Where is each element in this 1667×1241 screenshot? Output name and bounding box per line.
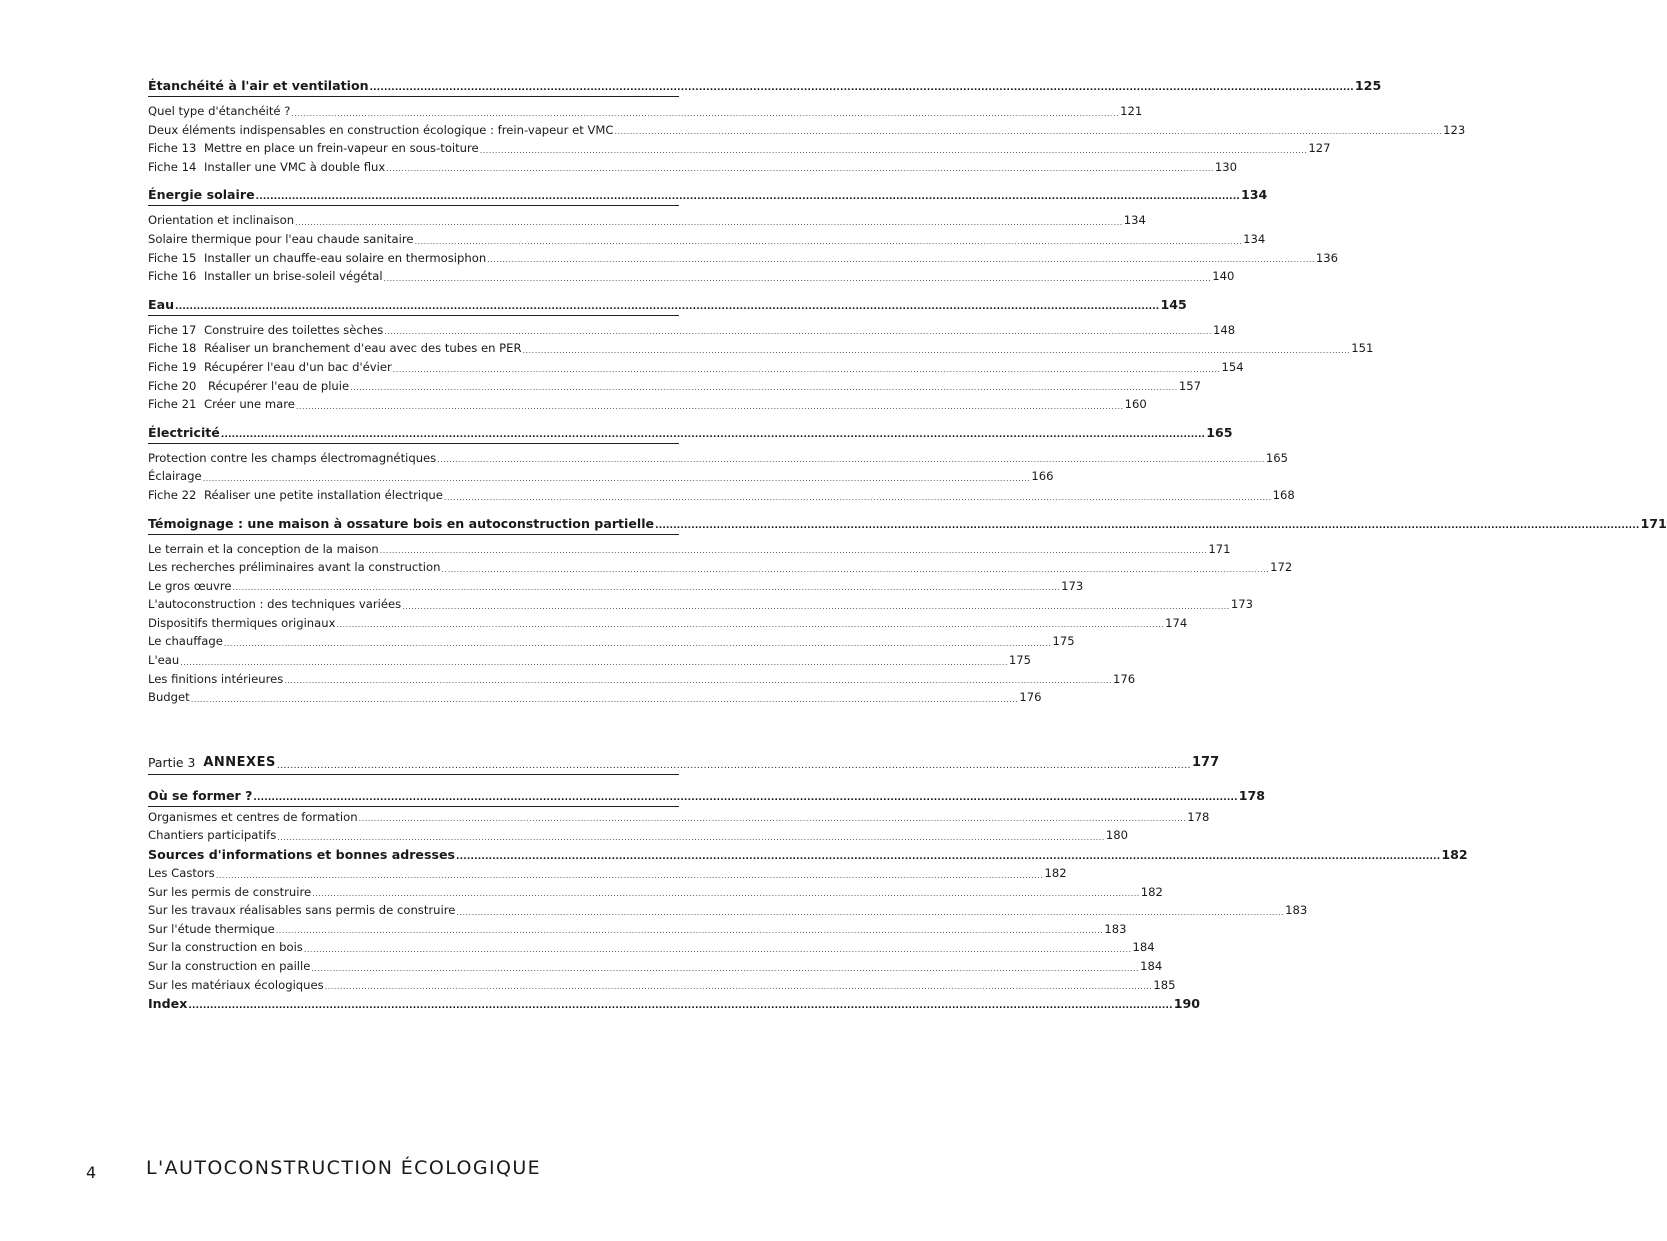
leader-dots xyxy=(284,674,1112,688)
leader-dots xyxy=(444,491,1272,505)
entry-label: Installer un chauffe-eau solaire en thermosiphon xyxy=(204,250,487,265)
fiche-number: Fiche 16 xyxy=(148,269,197,284)
entry-label: Organismes et centres de formation xyxy=(148,809,358,824)
toc-entry[interactable] xyxy=(148,377,1201,396)
entry-label: Sur les permis de construire xyxy=(148,884,312,899)
entry-label: Mettre en place un frein-vapeur en sous-toiture xyxy=(204,141,479,156)
entry-label: Récupérer l'eau d'un bac d'évier xyxy=(204,359,392,374)
section-heading[interactable] xyxy=(148,76,1382,95)
entry-label: Deux éléments indispensables en construction écologique : frein-vapeur et VMC xyxy=(148,122,614,137)
entry-page: 175 xyxy=(1008,653,1032,668)
leader-dots xyxy=(359,812,1187,826)
toc-entry[interactable] xyxy=(148,957,1163,976)
toc-entry[interactable] xyxy=(148,632,1075,651)
entry-label: Sur les travaux réalisables sans permis de construire xyxy=(148,903,456,918)
section-heading[interactable] xyxy=(148,185,1268,204)
entry-label: Chantiers participatifs xyxy=(148,828,277,843)
entry-page: 183 xyxy=(1104,921,1127,936)
part-title: ANNEXES xyxy=(203,754,276,770)
leader-dots xyxy=(384,272,1212,286)
entry-label: Installer un brise-soleil végétal xyxy=(204,269,383,284)
part-label: Partie 3 xyxy=(148,754,196,770)
toc-entry[interactable] xyxy=(148,267,1235,286)
toc-entry[interactable] xyxy=(148,901,1308,920)
section-title: Sources d'informations et bonnes adresses xyxy=(148,847,455,863)
entry-label: Le gros œuvre xyxy=(148,578,232,593)
toc-entry[interactable] xyxy=(148,121,1466,140)
entry-page: 154 xyxy=(1221,359,1244,374)
fiche-number: Fiche 22 xyxy=(148,487,197,502)
leader-dots xyxy=(614,125,1442,139)
toc-entry[interactable] xyxy=(148,883,1163,902)
entry-page: 123 xyxy=(1443,122,1466,137)
book-title: L'AUTOCONSTRUCTION ÉCOLOGIQUE xyxy=(146,1157,542,1179)
leader-dots xyxy=(221,428,1205,442)
leader-dots xyxy=(216,869,1044,883)
entry-page: 174 xyxy=(1165,615,1188,630)
entry-page: 140 xyxy=(1212,269,1235,284)
section-title: Énergie solaire xyxy=(148,187,255,203)
toc-entry[interactable] xyxy=(148,920,1127,939)
entry-page: 176 xyxy=(1113,671,1136,686)
toc-entry[interactable] xyxy=(148,486,1295,505)
entry-page: 160 xyxy=(1124,397,1147,412)
section-title: Où se former ? xyxy=(148,787,253,803)
toc-entry[interactable] xyxy=(148,139,1331,158)
entry-page: 157 xyxy=(1178,378,1201,393)
entry-page: 185 xyxy=(1153,977,1176,992)
leader-dots xyxy=(291,107,1119,121)
entry-label: Le terrain et la conception de la maison xyxy=(148,541,379,556)
leader-dots xyxy=(311,962,1139,976)
entry-label: Sur l'étude thermique xyxy=(148,921,275,936)
entry-page: 173 xyxy=(1061,578,1084,593)
section-rule xyxy=(148,806,679,807)
leader-dots xyxy=(277,759,1191,773)
fiche-number: Fiche 19 xyxy=(148,359,197,374)
section-title: Témoignage : une maison à ossature bois en autoconstruction partielle xyxy=(148,515,655,531)
entry-label: Réaliser un branchement d'eau avec des tubes en PER xyxy=(204,341,522,356)
fiche-number: Fiche 13 xyxy=(148,141,197,156)
section-page: 171 xyxy=(1640,515,1667,531)
leader-dots xyxy=(295,216,1123,230)
entry-page: 184 xyxy=(1132,940,1155,955)
toc-entry[interactable] xyxy=(148,230,1266,249)
entry-page: 171 xyxy=(1208,541,1231,556)
toc-entry[interactable] xyxy=(148,321,1236,340)
toc-entry[interactable] xyxy=(148,211,1146,230)
leader-dots xyxy=(441,563,1269,577)
entry-page: 168 xyxy=(1272,487,1295,502)
entry-label: Orientation et inclinaison xyxy=(148,213,295,228)
toc-entry[interactable] xyxy=(148,614,1188,633)
page-number: 4 xyxy=(86,1163,97,1182)
leader-dots xyxy=(312,887,1140,901)
entry-page: 166 xyxy=(1031,469,1054,484)
entry-page: 136 xyxy=(1315,250,1339,265)
toc-entry[interactable] xyxy=(148,395,1147,414)
index-heading[interactable] xyxy=(148,994,1200,1013)
section-heading[interactable] xyxy=(148,845,1468,864)
entry-label: Installer une VMC à double flux xyxy=(204,159,386,174)
entry-label: Le chauffage xyxy=(148,634,223,649)
toc-entry[interactable] xyxy=(148,102,1143,121)
fiche-number: Fiche 17 xyxy=(148,322,197,337)
toc-entry[interactable] xyxy=(148,670,1136,689)
entry-page: 183 xyxy=(1285,903,1308,918)
toc-section xyxy=(148,845,1468,994)
entry-label: Récupérer l'eau de pluie xyxy=(208,378,350,393)
entry-page: 130 xyxy=(1214,159,1238,174)
leader-dots xyxy=(253,791,1237,805)
section-page: 178 xyxy=(1238,787,1266,803)
leader-dots xyxy=(456,906,1284,920)
leader-dots xyxy=(487,253,1315,267)
toc-entry[interactable] xyxy=(148,688,1042,707)
leader-dots xyxy=(437,453,1265,467)
leader-dots xyxy=(336,618,1164,632)
entry-label: Réaliser une petite installation électrique xyxy=(204,487,443,502)
entry-page: 134 xyxy=(1123,213,1146,228)
entry-page: 165 xyxy=(1265,450,1289,465)
section-title: Eau xyxy=(148,296,175,312)
leader-dots xyxy=(256,190,1240,204)
leader-dots xyxy=(277,831,1105,845)
section-page: 145 xyxy=(1160,296,1187,312)
section-heading[interactable] xyxy=(148,295,1187,314)
leader-dots xyxy=(296,400,1124,414)
part-page: 177 xyxy=(1191,754,1220,770)
section-title: Électricité xyxy=(148,424,220,440)
toc-part xyxy=(148,753,1220,775)
toc-section xyxy=(148,786,1266,845)
entry-label: Budget xyxy=(148,690,190,705)
entry-label: Sur les matériaux écologiques xyxy=(148,977,324,992)
leader-dots xyxy=(191,693,1019,707)
leader-dots xyxy=(655,519,1639,533)
fiche-number: Fiche 18 xyxy=(148,341,197,356)
entry-page: 182 xyxy=(1044,866,1067,881)
section-page: 182 xyxy=(1441,847,1468,863)
toc-entry[interactable] xyxy=(148,938,1155,957)
toc-entry[interactable] xyxy=(148,976,1176,995)
toc-entry[interactable] xyxy=(148,826,1129,845)
entry-label: Solaire thermique pour l'eau chaude sanitaire xyxy=(148,231,414,246)
section-page: 134 xyxy=(1240,187,1268,203)
toc-section xyxy=(148,514,1667,707)
leader-dots xyxy=(402,600,1230,614)
leader-dots xyxy=(384,325,1212,339)
toc-entry[interactable] xyxy=(148,595,1253,614)
entry-page: 127 xyxy=(1308,141,1331,156)
part-rule xyxy=(148,774,679,775)
toc-entry[interactable] xyxy=(148,249,1339,268)
leader-dots xyxy=(350,381,1178,395)
section-rule xyxy=(148,96,679,97)
entry-page: 175 xyxy=(1052,634,1075,649)
section-page: 190 xyxy=(1173,996,1200,1012)
section-rule xyxy=(148,205,679,206)
entry-label: Construire des toilettes sèches xyxy=(204,322,384,337)
leader-dots xyxy=(175,300,1159,314)
toc-entry[interactable] xyxy=(148,467,1054,486)
leader-dots xyxy=(203,472,1031,486)
section-title: Index xyxy=(148,996,188,1012)
section-rule xyxy=(148,443,679,444)
toc-entry[interactable] xyxy=(148,158,1238,177)
section-rule xyxy=(148,534,679,535)
entry-page: 182 xyxy=(1140,884,1163,899)
entry-page: 172 xyxy=(1270,560,1293,575)
leader-dots xyxy=(325,980,1153,994)
entry-label: Dispositifs thermiques originaux xyxy=(148,615,336,630)
entry-label: Créer une mare xyxy=(204,397,295,412)
entry-page: 184 xyxy=(1140,959,1163,973)
toc-section xyxy=(148,423,1295,505)
section-heading[interactable] xyxy=(148,514,1667,533)
entry-page: 180 xyxy=(1105,828,1129,843)
fiche-number: Fiche 15 xyxy=(148,250,197,265)
entry-page: 121 xyxy=(1120,104,1143,118)
toc-entry[interactable] xyxy=(148,449,1289,468)
entry-label: Les finitions intérieures xyxy=(148,671,284,686)
fiche-number: Fiche 20 xyxy=(148,378,197,393)
toc-entry[interactable] xyxy=(148,577,1084,596)
toc-section xyxy=(148,76,1466,176)
leader-dots xyxy=(480,144,1308,158)
toc-entry[interactable] xyxy=(148,808,1210,827)
entry-label: Les recherches préliminaires avant la construction xyxy=(148,560,441,575)
entry-label: Sur la construction en paille xyxy=(148,959,311,973)
entry-label: Quel type d'étanchéité ? xyxy=(148,104,291,118)
fiche-number: Fiche 14 xyxy=(148,159,197,174)
toc-entry[interactable] xyxy=(148,864,1067,883)
table-of-contents xyxy=(148,76,1667,1013)
fiche-number: Fiche 21 xyxy=(148,397,197,412)
leader-dots xyxy=(180,656,1008,670)
toc-section xyxy=(148,994,1200,1013)
entry-page: 151 xyxy=(1351,341,1374,356)
leader-dots xyxy=(224,637,1052,651)
leader-dots xyxy=(386,162,1214,176)
leader-dots xyxy=(304,943,1132,957)
section-title: Étanchéité à l'air et ventilation xyxy=(148,78,369,93)
page-footer xyxy=(86,1157,686,1187)
toc-entry[interactable] xyxy=(148,651,1032,670)
entry-page: 173 xyxy=(1230,597,1253,612)
toc-section xyxy=(148,185,1339,285)
leader-dots xyxy=(380,544,1208,558)
entry-label: Protection contre les champs électromagnétiques xyxy=(148,450,437,465)
leader-dots xyxy=(276,924,1104,938)
toc-entry[interactable] xyxy=(148,540,1231,559)
leader-dots xyxy=(393,363,1221,377)
entry-label: Éclairage xyxy=(148,469,202,484)
leader-dots xyxy=(414,235,1242,249)
section-page: 125 xyxy=(1354,78,1382,93)
section-page: 165 xyxy=(1206,424,1233,440)
entry-page: 148 xyxy=(1212,322,1236,337)
toc-entry[interactable] xyxy=(148,558,1293,577)
entry-label: Les Castors xyxy=(148,866,215,881)
leader-dots xyxy=(456,850,1440,864)
entry-page: 176 xyxy=(1019,690,1042,705)
leader-dots xyxy=(232,581,1060,595)
entry-label: L'eau xyxy=(148,653,180,668)
leader-dots xyxy=(370,81,1354,95)
toc-entry[interactable] xyxy=(148,358,1244,377)
toc-section xyxy=(148,295,1374,414)
leader-dots xyxy=(188,999,1172,1013)
section-heading[interactable] xyxy=(148,786,1266,805)
entry-page: 178 xyxy=(1187,809,1210,824)
section-heading[interactable] xyxy=(148,423,1233,442)
entry-page: 134 xyxy=(1243,231,1266,246)
part-heading[interactable] xyxy=(148,753,1220,773)
toc-entry[interactable] xyxy=(148,339,1374,358)
section-rule xyxy=(148,315,679,316)
entry-label: Sur la construction en bois xyxy=(148,940,303,955)
entry-label: L'autoconstruction : des techniques variées xyxy=(148,597,402,612)
leader-dots xyxy=(523,344,1351,358)
